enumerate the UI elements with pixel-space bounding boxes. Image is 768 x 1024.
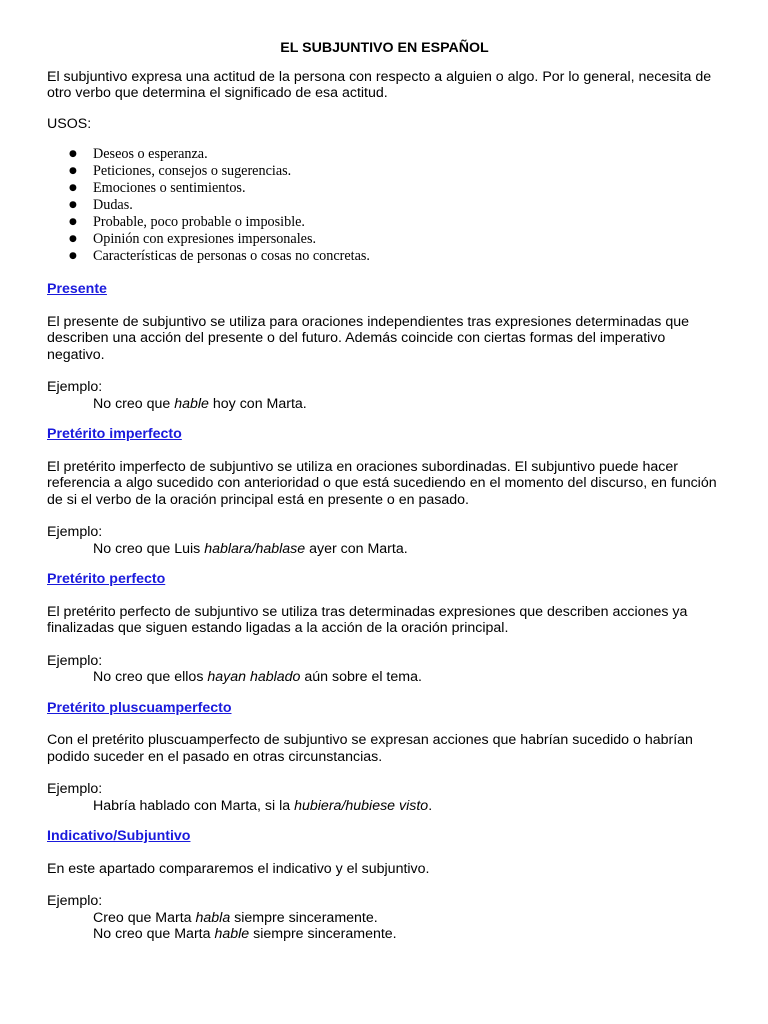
list-item: ● Opinión con expresiones impersonales. bbox=[69, 231, 317, 247]
example-sentence: No creo que ellos hayan hablado aún sobre el tema. bbox=[93, 669, 422, 685]
section-perfecto bbox=[47, 571, 722, 686]
list-item: ● Deseos o esperanza. bbox=[69, 146, 208, 162]
page-title: EL SUBJUNTIVO EN ESPAÑOL bbox=[280, 40, 489, 56]
section-heading-indicativo[interactable]: Indicativo/Subjuntivo bbox=[47, 828, 191, 844]
section-body-imperfecto: El pretérito imperfecto de subjuntivo se utiliza en oraciones subordinadas. El subjuntivo puede hacer referencia a algo sucedido con anterioridad o que está sucediendo en el momento del discurso, en función de si el verbo de la oración principal está en presente o en pasado. bbox=[47, 458, 717, 508]
bullet-icon: ● bbox=[69, 200, 77, 210]
section-heading-presente[interactable]: Presente bbox=[47, 281, 107, 297]
bullet-icon: ● bbox=[69, 251, 77, 261]
example-sentence: No creo que Marta hable siempre sinceramente. bbox=[93, 926, 397, 942]
example-label: Ejemplo: bbox=[47, 379, 103, 395]
section-body-indicativo: En este apartado compararemos el indicativo y el subjuntivo. bbox=[47, 860, 430, 877]
section-body-perfecto: El pretérito perfecto de subjuntivo se utiliza tras determinadas expresiones que describen acciones ya finalizadas que siguen estando ligadas a la acción de la oración principal. bbox=[47, 603, 688, 636]
bullet-icon: ● bbox=[69, 149, 77, 159]
section-pluscuamperfecto bbox=[47, 700, 722, 815]
bullet-icon: ● bbox=[69, 234, 77, 244]
example-sentence: No creo que Luis hablara/hablase ayer con Marta. bbox=[93, 540, 408, 557]
usos-list bbox=[47, 146, 722, 265]
section-body-pluscuamperfecto: Con el pretérito pluscuamperfecto de subjuntivo se expresan acciones que habrían sucedido o habrían podido suceder en el pasado en otras circunstancias. bbox=[47, 732, 693, 765]
section-presente bbox=[47, 281, 722, 412]
example-label: Ejemplo: bbox=[47, 781, 103, 797]
example-label: Ejemplo: bbox=[47, 524, 103, 540]
section-imperfecto bbox=[47, 426, 722, 557]
intro-paragraph: El subjuntivo expresa una actitud de la persona con respecto a alguien o algo. Por lo general, necesita de otro verbo que determina el significado de esa actitud. bbox=[47, 68, 712, 101]
bullet-icon: ● bbox=[69, 166, 77, 176]
section-heading-perfecto[interactable]: Pretérito perfecto bbox=[47, 571, 166, 587]
example-label: Ejemplo: bbox=[47, 893, 103, 909]
list-item: ● Peticiones, consejos o sugerencias. bbox=[69, 163, 292, 179]
list-item: ● Dudas. bbox=[69, 197, 133, 213]
bullet-icon: ● bbox=[69, 217, 77, 227]
section-indicativo bbox=[47, 828, 722, 943]
example-label: Ejemplo: bbox=[47, 652, 103, 669]
usos-label: USOS: bbox=[47, 115, 92, 132]
example-sentence: No creo que hable hoy con Marta. bbox=[93, 395, 307, 412]
bullet-icon: ● bbox=[69, 183, 77, 193]
section-heading-imperfecto[interactable]: Pretérito imperfecto bbox=[47, 426, 182, 442]
example-sentence: Creo que Marta habla siempre sinceramente. bbox=[93, 909, 378, 926]
example-sentence: Habría hablado con Marta, si la hubiera/hubiese visto. bbox=[93, 797, 433, 814]
list-item: ● Emociones o sentimientos. bbox=[69, 180, 246, 196]
section-body-presente: El presente de subjuntivo se utiliza para oraciones independientes tras expresiones determinadas que describen una acción del presente o del futuro. Además coincide con ciertas formas del imperativo negativo. bbox=[47, 313, 689, 363]
list-item: ● Probable, poco probable o imposible. bbox=[69, 214, 305, 230]
section-heading-pluscuamperfecto[interactable]: Pretérito pluscuamperfecto bbox=[47, 699, 232, 716]
list-item: ● Características de personas o cosas no concretas. bbox=[69, 248, 370, 264]
